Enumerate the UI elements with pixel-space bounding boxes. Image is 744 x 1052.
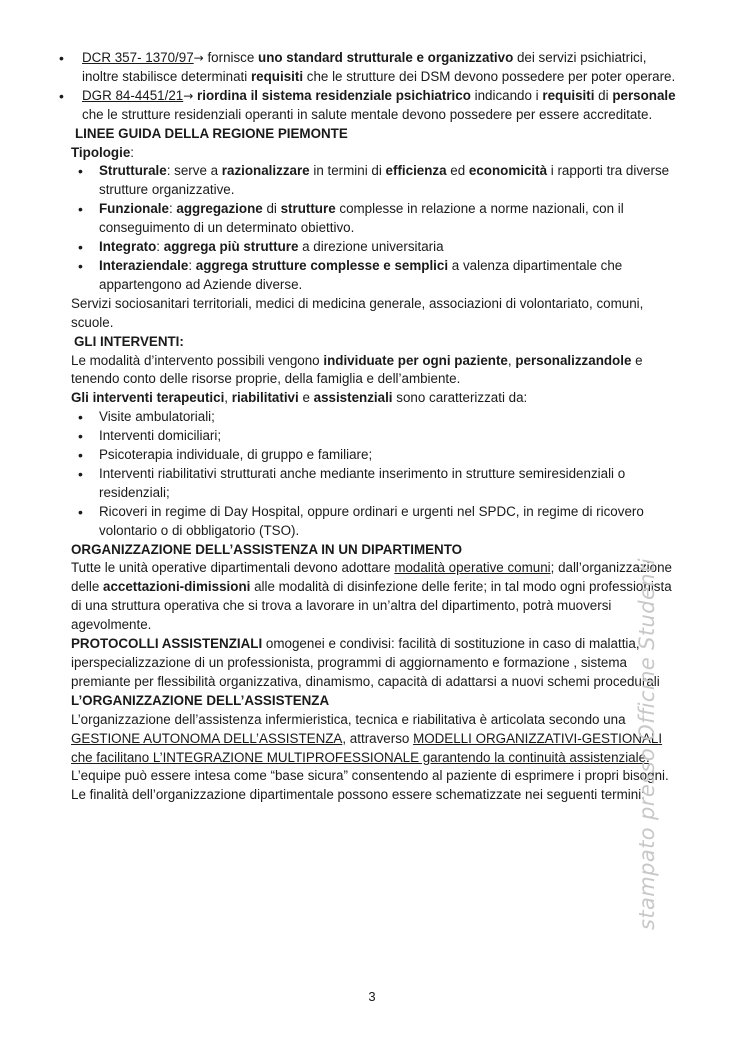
list-item: • DGR 84-4451/21→ riordina il sistema residenziale psichiatrico indicando i requisiti di personale che le strutture residenziali operanti in salute mentale devono possedere per essere accreditate.: [71, 87, 681, 125]
list-item: • Visite ambulatoriali;: [99, 408, 681, 427]
section-heading-organizzazione: L’ORGANIZZAZIONE DELL’ASSISTENZA: [71, 692, 330, 708]
servizi-paragraph: Servizi sociosanitari territoriali, medici di medicina generale, associazioni di volontariato, comuni, scuole.: [71, 295, 644, 330]
list-item: • Funzionale: aggregazione di strutture complesse in relazione a norme nazionali, con il conseguimento di un determinato obiettivo.: [99, 200, 681, 238]
organizzazione-paragraph: L’organizzazione dell’assistenza infermieristica, tecnica e riabilitativa è articolata secondo una GESTIONE AUTONOMA DELL’ASSISTENZA, attraverso MODELLI ORGANIZZATIVI-GESTIONALI che facilitano L’INTEGRAZIONE MULTIPROFESSIONALE garantendo la continuità assistenziale.: [71, 711, 663, 765]
equipe-paragraph: L’equipe può essere intesa come “base sicura” consentendo al paziente di esprimere i propri bisogni.: [71, 768, 669, 784]
finalita-paragraph: Le finalità dell’organizzazione dipartimentale possono essere schematizzate nei seguenti termini:: [71, 787, 645, 803]
list-item: • Strutturale: serve a razionalizzare in termini di efficienza ed economicità i rapporti tra diverse strutture organizzative.: [99, 162, 681, 200]
tipologie-label: Tipologie:: [71, 144, 134, 160]
arrow-icon: →: [193, 51, 204, 65]
dipartimento-paragraph: Tutte le unità operative dipartimentali devono adottare modalità operative comuni; dall’organizzazione delle accettazioni-dimissioni alle modalità di disinfezione delle ferite; in tal modo ogni professionista di una struttura operativa che si trova a lavorare in un’altra del dipartimento, potrà muoversi agevolmente.: [71, 560, 672, 633]
arrow-icon: →: [183, 88, 194, 103]
legislation-list: [71, 49, 681, 125]
list-item: • Interventi domiciliari;: [99, 427, 681, 446]
interventi-types-paragraph: Gli interventi terapeutici, riabilitativi e assistenziali sono caratterizzati da:: [71, 390, 528, 406]
section-heading-dipartimento: ORGANIZZAZIONE DELL’ASSISTENZA IN UN DIPARTIMENTO: [71, 541, 463, 557]
protocolli-paragraph: PROTOCOLLI ASSISTENZIALI omogenei e condivisi: facilità di sostituzione in caso di malattia, iperspecializzazione di un professionista, programmi di aggiornamento e formazione , sistema premiante per flessibilità organizzativa, dinamismo, capacità di adattarsi a nuovi schemi procedurali: [71, 636, 660, 689]
list-item: • Psicoterapia individuale, di gruppo e familiare;: [99, 446, 681, 465]
list-item: • Interaziendale: aggrega strutture complesse e semplici a valenza dipartimentale che appartengono ad Aziende diverse.: [99, 257, 681, 295]
section-heading-interventi: GLI INTERVENTI:: [74, 333, 184, 349]
page-content: [71, 49, 681, 805]
list-item: • Integrato: aggrega più strutture a direzione universitaria: [99, 238, 681, 257]
list-item: • Ricoveri in regime di Day Hospital, oppure ordinari e urgenti nel SPDC, in regime di ricovero volontario o di obbligatorio (TSO).: [99, 503, 681, 541]
section-heading-linee-guida: LINEE GUIDA DELLA REGIONE PIEMONTE: [75, 125, 348, 141]
watermark: stampato presso Officine Studenti: [635, 558, 659, 930]
legislation-ref: DCR 357- 1370/97: [82, 50, 194, 65]
tipologie-list: [99, 162, 681, 294]
legislation-ref: DGR 84-4451/21: [82, 87, 184, 103]
interventi-paragraph: Le modalità d’intervento possibili vengono individuate per ogni paziente, personalizzandole e tenendo conto delle risorse proprie, della famiglia e dell’ambiente.: [71, 352, 643, 387]
interventi-list: [99, 408, 681, 540]
list-item: • DCR 357- 1370/97→ fornisce uno standard strutturale e organizzativo dei servizi psichiatrici, inoltre stabilisce determinati requisiti che le strutture dei DSM devono possedere per poter operare.: [71, 49, 681, 87]
list-item: • Interventi riabilitativi strutturati anche mediante inserimento in strutture semiresidenziali o residenziali;: [99, 465, 681, 503]
page-number: 3: [368, 989, 376, 1004]
